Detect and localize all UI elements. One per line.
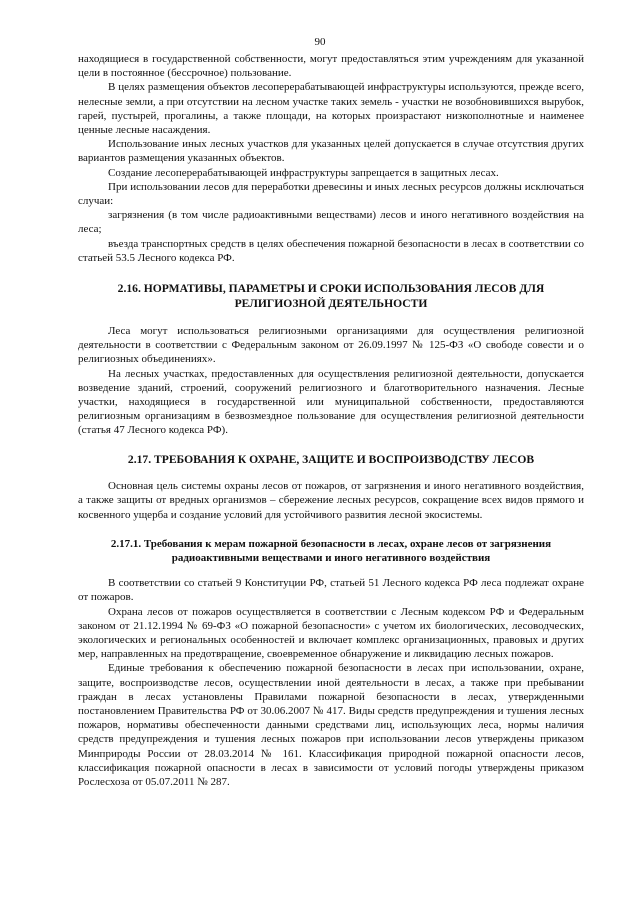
paragraph: Охрана лесов от пожаров осуществляется в соответствии с Лесным кодексом РФ и Федеральным законом от 21.12.1994 № 69-ФЗ «О пожарной безопасности» с учетом их биологических, лесоводческих, экологических и региональных особенностей и включает комплекс организационных, правовых и других мер, направленных на предотвращение, своевременное обнаружение и ликвидацию лесных пожаров.	[78, 605, 584, 661]
paragraph: В соответствии со статьей 9 Конституции РФ, статьей 51 Лесного кодекса РФ леса подлежат охране от пожаров.	[78, 577, 584, 604]
paragraph: В целях размещения объектов лесоперерабатывающей инфраструктуры используются, прежде всего, нелесные земли, а при отсутствии на лесном участке таких земель - участки не возобновившихся вырубок, гарей, пустырей, прогалины, а также площади, на которых произрастают низкополнотные и наименее ценные лесные насаждения.	[78, 81, 584, 137]
paragraph: въезда транспортных средств в целях обеспечения пожарной безопасности в лесах в соответствии со статьей 53.5 Лесного кодекса РФ.	[78, 237, 584, 264]
page-number: 90	[314, 36, 326, 48]
section-heading-2-16: 2.16. НОРМАТИВЫ, ПАРАМЕТРЫ И СРОКИ ИСПОЛЬЗОВАНИЯ ЛЕСОВ ДЛЯ РЕЛИГИОЗНОЙ ДЕЯТЕЛЬНОСТИ	[117, 282, 545, 310]
subsection-heading-2-17-1: 2.17.1. Требования к мерам пожарной безопасности в лесах, охране лесов от загрязнения радиоактивными веществами и иного негативного воздействия	[110, 537, 552, 564]
paragraph: Использование иных лесных участков для указанных целей допускается в случае отсутствия других вариантов размещения указанных объектов.	[78, 138, 584, 165]
paragraph: Единые требования к обеспечению пожарной безопасности в лесах при использовании, охране, защите, воспроизводстве лесов, осуществлении иной деятельности в лесах, а также при пребывании граждан в лесах установлены Правилами пожарной безопасности в лесах, утвержденными постановлением Правительства РФ от 30.06.2007 № 417. Виды средств предупреждения и тушения лесных пожаров, нормативы обеспеченности данными средствами лиц, использующих леса, нормы наличия средств предупреждения и тушения лесных пожаров при использовании лесов утверждены приказом Минприроды России от 28.03.2014 № 161. Классификация природной пожарной опасности лесов, классификация пожарной опасности в лесах в зависимости от условий погоды утверждены приказом Рослесхоза от 05.07.2011 № 287.	[78, 662, 584, 789]
paragraph: На лесных участках, предоставленных для осуществления религиозной деятельности, допускается возведение зданий, строений, сооружений религиозного и благотворительного назначения. Лесные участки, находящиеся в государственной или муниципальной собственности, предоставляются религиозным организациям в безвозмездное пользование для осуществления религиозной деятельности (статья 47 Лесного кодекса РФ).	[78, 367, 584, 437]
section-heading-2-17: 2.17. ТРЕБОВАНИЯ К ОХРАНЕ, ЗАЩИТЕ И ВОСПРОИЗВОДСТВУ ЛЕСОВ	[127, 452, 535, 466]
paragraph: Леса могут использоваться религиозными организациями для осуществления религиозной деятельности в соответствии с Федеральным законом от 26.09.1997 № 125-ФЗ «О свободе совести и о религиозных объединениях».	[78, 325, 584, 366]
document-body	[78, 52, 584, 789]
paragraph: При использовании лесов для переработки древесины и иных лесных ресурсов должны исключаться случаи:	[78, 180, 584, 208]
paragraph: Создание лесоперерабатывающей инфраструктуры запрещается в защитных лесах.	[108, 166, 499, 179]
paragraph: Основная цель системы охраны лесов от пожаров, от загрязнения и иного негативного воздействия, а также защиты от вредных организмов – сбережение лесных ресурсов, сокращение всех видов прямого и косвенного ущерба и создание условий для устойчивого развития лесной экосистемы.	[78, 480, 584, 521]
paragraph: находящиеся в государственной собственности, могут предоставляться этим учреждениям для указанной цели в постоянное (бессрочное) пользование.	[78, 53, 584, 80]
paragraph: загрязнения (в том числе радиоактивными веществами) лесов и иного негативного воздействия на леса;	[78, 209, 584, 236]
